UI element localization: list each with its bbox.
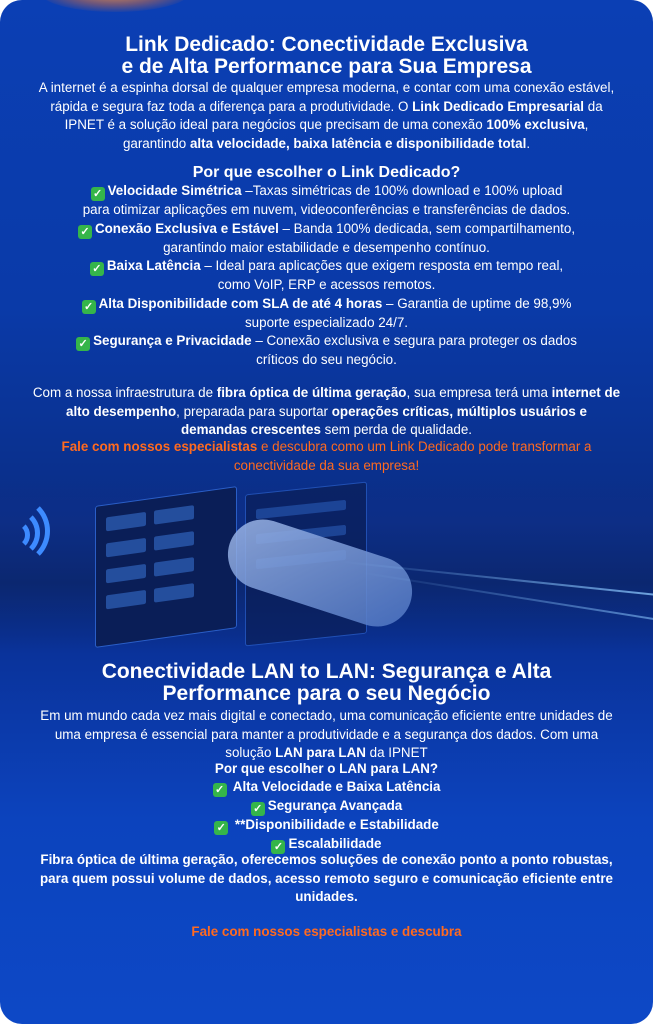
check-icon: ✓ xyxy=(78,225,92,239)
lan-closing: Fibra óptica de última geração, oferecemos soluções de conexão ponto a ponto robustas, para quem possui volume de dados, acesso remoto seguro e comunicação eficiente entre unidades. xyxy=(40,852,613,904)
datacenter-photo xyxy=(0,478,653,653)
list-item: ✓ Segurança Avançada xyxy=(0,797,653,816)
list-item: ✓ **Disponibilidade e Estabilidade xyxy=(0,816,653,835)
check-icon: ✓ xyxy=(214,821,228,835)
link-dedicado-closing: Com a nossa infraestrutura de fibra óptica de última geração, sua empresa terá uma internet de alto desempenho, preparada para suportar operações críticas, múltiplos usuários e demandas crescentes sem perda de qualidade. xyxy=(32,385,621,437)
benefit-item: ✓ Baixa Latência – Ideal para aplicações que exigem resposta em tempo real, como VoIP, ERP e acessos remotos. xyxy=(0,257,653,295)
benefit-item: ✓ Velocidade Simétrica –Taxas simétricas de 100% download e 100% upload para otimizar aplicações em nuvem, videoconferências e transferências de dados. xyxy=(82,183,571,217)
why-link-dedicado-heading: Por que escolher o Link Dedicado? xyxy=(192,164,461,181)
title-line-2: Performance para o seu Negócio xyxy=(162,682,491,705)
link-dedicado-cta[interactable]: Fale com nossos especialistas e descubra como um Link Dedicado pode transformar a conectividade da sua empresa! xyxy=(61,439,592,473)
lan-cta[interactable]: Fale com nossos especialistas e descubra xyxy=(191,924,462,939)
list-item: ✓ Alta Velocidade e Baixa Latência xyxy=(0,778,653,797)
link-dedicado-intro: A internet é a espinha dorsal de qualquer empresa moderna, e contar com uma conexão estável, rápida e segura faz toda a diferença para a produtividade. O Link Dedicado Empresarial da IPNET é a solução ideal para negócios que precisam de uma conexão 100% exclusiva, garantindo alta velocidade, baixa latência e disponibilidade total. xyxy=(38,80,615,151)
lan-to-lan-title xyxy=(0,661,653,705)
benefits-list xyxy=(0,182,653,370)
title-line-1: Link Dedicado: Conectividade Exclusiva xyxy=(125,33,528,56)
check-icon: ✓ xyxy=(91,187,105,201)
lan-to-lan-intro: Em um mundo cada vez mais digital e conectado, uma comunicação eficiente entre unidades de uma empresa é essencial para manter a produtividade e a segurança dos dados. Com uma solução LAN para LAN da IPNET xyxy=(40,708,613,760)
benefit-item: ✓ Conexão Exclusiva e Estável – Banda 100% dedicada, sem compartilhamento, garantindo maior estabilidade e desempenho contínuo. xyxy=(0,220,653,258)
check-icon: ✓ xyxy=(82,300,96,314)
title-line-1: Conectividade LAN to LAN: Segurança e Alta xyxy=(101,660,552,683)
list-item: ✓ Escalabilidade xyxy=(0,835,653,854)
benefit-item: ✓ Alta Disponibilidade com SLA de até 4 horas – Garantia de uptime de 98,9% suporte especializado 24/7. xyxy=(0,295,653,333)
check-icon: ✓ xyxy=(271,840,285,854)
check-icon: ✓ xyxy=(76,337,90,351)
title-line-2: e de Alta Performance para Sua Empresa xyxy=(121,55,532,78)
benefit-item: ✓ Segurança e Privacidade – Conexão exclusiva e segura para proteger os dados críticos do seu negócio. xyxy=(0,332,653,370)
check-icon: ✓ xyxy=(251,802,265,816)
orange-glow-decoration xyxy=(40,0,190,12)
wifi-icon xyxy=(0,496,50,596)
lan-items-list xyxy=(0,778,653,854)
check-icon: ✓ xyxy=(213,783,227,797)
link-dedicado-title xyxy=(0,34,653,78)
check-icon: ✓ xyxy=(90,262,104,276)
server-rack xyxy=(95,486,237,648)
why-lan-heading: Por que escolher o LAN para LAN? xyxy=(214,761,439,776)
